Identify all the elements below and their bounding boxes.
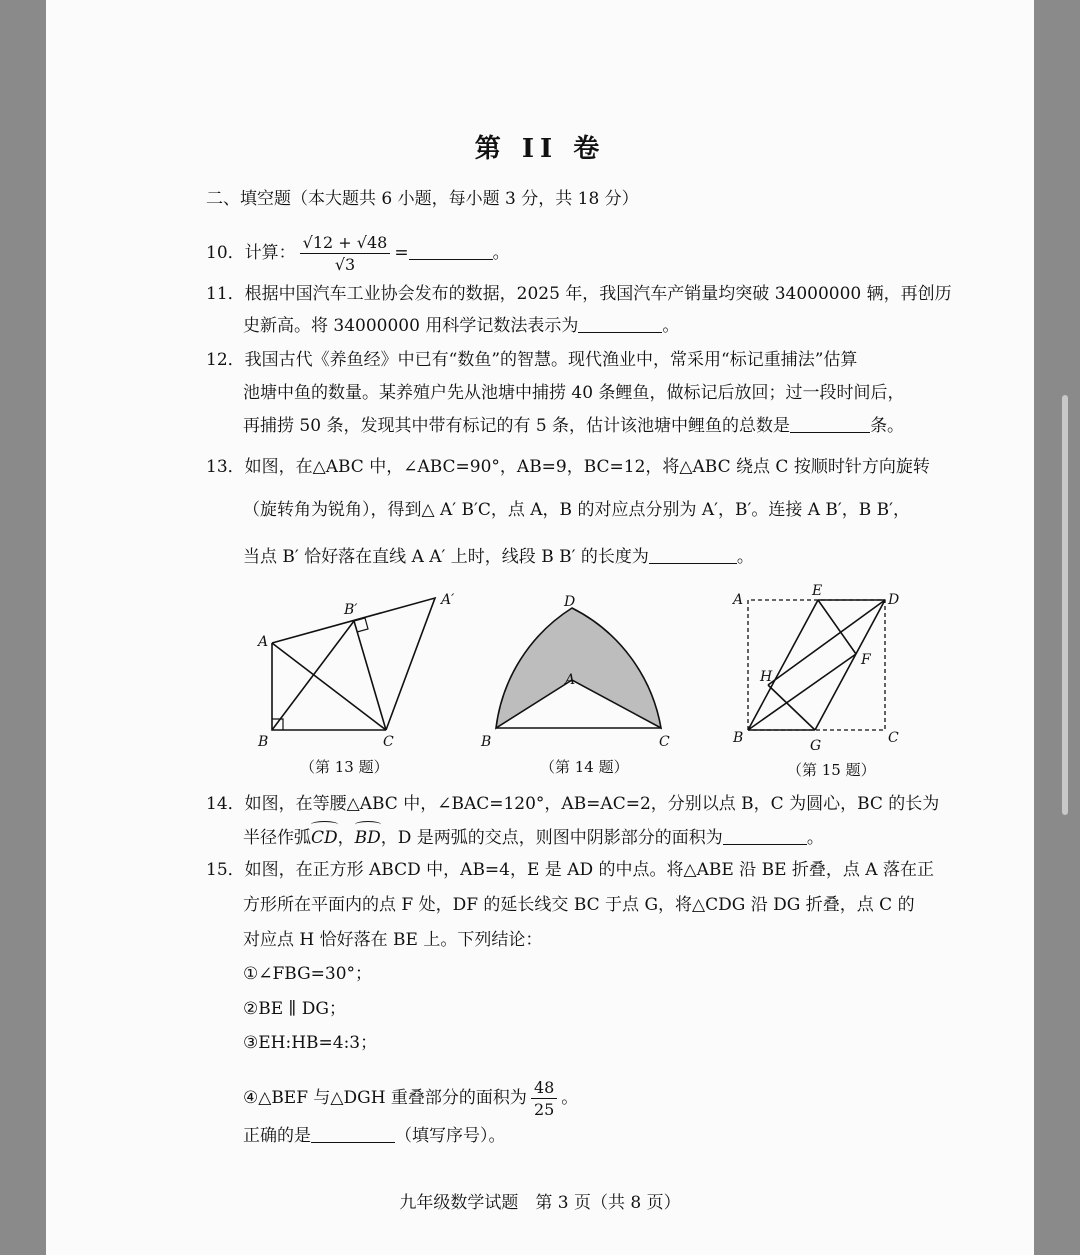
fig13-label-c: C	[383, 734, 394, 750]
q11-line1: 11．根据中国汽车工业协会发布的数据，2025 年，我国汽车产销量均突破 34000000 辆，再创历	[206, 284, 952, 304]
fig15-label-a: A	[733, 592, 744, 608]
q10-fraction	[300, 232, 391, 275]
q15-line1: 15．如图，在正方形 ABCD 中，AB=4，E 是 AD 的中点。将△ABE 沿 BE 折叠，点 A 落在正	[206, 860, 934, 880]
fig13-line-b-prime-c	[354, 621, 386, 730]
q10-sqrt12: √12	[302, 233, 334, 252]
q10-lead: 计算：	[244, 243, 296, 263]
q15-line3: 对应点 H 恰好落在 BE 上。下列结论：	[243, 930, 543, 950]
q13-line3	[243, 545, 754, 569]
fig14-label-c: C	[659, 734, 670, 750]
fig13-line-bb-prime	[272, 621, 354, 730]
q12-line1: 12．我国古代《养鱼经》中已有“数鱼”的智慧。现代渔业中，常采用“标记重捕法”估算	[206, 350, 858, 370]
q15-c4-fraction	[531, 1077, 557, 1120]
fig15-line-gd	[815, 600, 885, 730]
fig15-label-b: B	[733, 730, 744, 746]
fig13-label-a-prime: A′	[441, 592, 455, 608]
figure-13	[250, 588, 470, 753]
q15-conclusion-3: ③EH:HB=4:3；	[243, 1033, 378, 1053]
q12-end: 条。	[870, 416, 905, 436]
q13-end: 。	[736, 547, 754, 567]
fig15-label-f: F	[861, 652, 871, 668]
q10-answer-blank[interactable]	[409, 241, 493, 260]
fig15-label-g: G	[810, 738, 822, 754]
q10-sqrt3: √3	[334, 255, 356, 274]
fig15-line-ef	[818, 600, 856, 654]
fig14-shaded-region	[496, 608, 661, 728]
fig13-caption: （第 13 题）	[300, 758, 389, 776]
q10-plus: +	[338, 233, 352, 252]
q15-answer-end: （填写序号）。	[395, 1126, 506, 1146]
q12-answer-blank[interactable]	[790, 414, 870, 433]
q15-conclusion-1: ①∠FBG=30°；	[243, 964, 373, 984]
q11-text: 史新高。将 34000000 用科学记数法表示为	[243, 316, 579, 336]
q14-arc-bd: BD	[354, 828, 381, 848]
fig15-label-d: D	[888, 592, 900, 608]
figure-15	[728, 582, 908, 757]
fig13-label-b-prime: B′	[344, 602, 358, 618]
fig15-label-h: H	[760, 669, 773, 685]
section-heading: 二、填空题（本大题共 6 小题，每小题 3 分，共 18 分）	[206, 189, 639, 209]
q13-text: 当点 B′ 恰好落在直线 A A′ 上时，线段 B B′ 的长度为	[243, 547, 649, 567]
fig15-label-e: E	[812, 583, 823, 599]
q11-end: 。	[662, 316, 680, 336]
q14-arc-cd: CD	[311, 828, 338, 848]
q10-end: 。	[492, 243, 510, 263]
q14-text-b: ，D 是两弧的交点，则图中阴影部分的面积为	[380, 828, 723, 848]
q14-answer-blank[interactable]	[723, 826, 807, 845]
fig13-line-ac	[272, 643, 386, 730]
q14-end: 。	[806, 828, 824, 848]
page-footer: 九年级数学试题 第 3 页（共 8 页）	[399, 1193, 681, 1213]
q15-c4-end: 。	[561, 1088, 579, 1108]
q13-line1: 13．如图，在△ABC 中，∠ABC=90°，AB=9，BC=12，将△ABC 绕点 C 按顺时针方向旋转	[206, 457, 930, 477]
figure-14	[475, 588, 685, 753]
fig13-label-b: B	[258, 734, 269, 750]
q15-conclusion-4	[243, 1077, 578, 1120]
q11-line2	[243, 314, 679, 338]
fig15-line-hg	[768, 685, 815, 730]
fig13-label-a: A	[258, 634, 269, 650]
q15-answer-label: 正确的是	[243, 1126, 311, 1146]
q14-line2	[243, 826, 824, 850]
q14-line1: 14．如图，在等腰△ABC 中，∠BAC=120°，AB=AC=2，分别以点 B，C 为圆心，BC 的长为	[206, 794, 940, 814]
fig15-line-be	[748, 600, 818, 730]
q13-answer-blank[interactable]	[649, 545, 737, 564]
fig14-label-a: A	[565, 672, 576, 688]
q15-answer-line	[243, 1124, 506, 1148]
q15-c4-denominator: 25	[533, 1100, 555, 1119]
scrollbar[interactable]	[1062, 395, 1068, 815]
q12-line3	[243, 414, 904, 438]
question-10	[206, 232, 510, 275]
q12-line2: 池塘中鱼的数量。某养殖户先从池塘中捕捞 40 条鲤鱼，做标记后放回；过一段时间后，	[243, 383, 905, 403]
q14-text-a: 半径作弧	[243, 828, 311, 848]
q10-sqrt48: √48	[356, 233, 388, 252]
q14-separator: ，	[337, 828, 355, 848]
fig15-caption: （第 15 题）	[787, 761, 876, 779]
q13-line2: （旋转角为锐角），得到△ A′ B′C，点 A，B 的对应点分别为 A′，B′。连接 A B′，B B′，	[243, 500, 911, 520]
page-title: 第 II 卷	[474, 134, 606, 164]
fig14-caption: （第 14 题）	[540, 758, 629, 776]
q15-answer-blank[interactable]	[311, 1124, 395, 1143]
q15-c4-text: ④△BEF 与△DGH 重叠部分的面积为	[243, 1088, 527, 1108]
q12-text: 再捕捞 50 条，发现其中带有标记的有 5 条，估计该池塘中鲤鱼的总数是	[243, 416, 791, 436]
q15-c4-numerator: 48	[531, 1077, 557, 1099]
q15-line2: 方形所在平面内的点 F 处，DF 的延长线交 BC 于点 G，将△CDG 沿 DG 折叠，点 C 的	[243, 895, 915, 915]
q10-equals: =	[394, 243, 409, 263]
q15-conclusion-2: ②BE ∥ DG；	[243, 999, 347, 1019]
fig15-label-c: C	[888, 730, 899, 746]
q10-number: 10．	[206, 243, 245, 263]
fig14-label-d: D	[564, 594, 576, 610]
q11-answer-blank[interactable]	[578, 314, 662, 333]
fig14-label-b: B	[481, 734, 492, 750]
